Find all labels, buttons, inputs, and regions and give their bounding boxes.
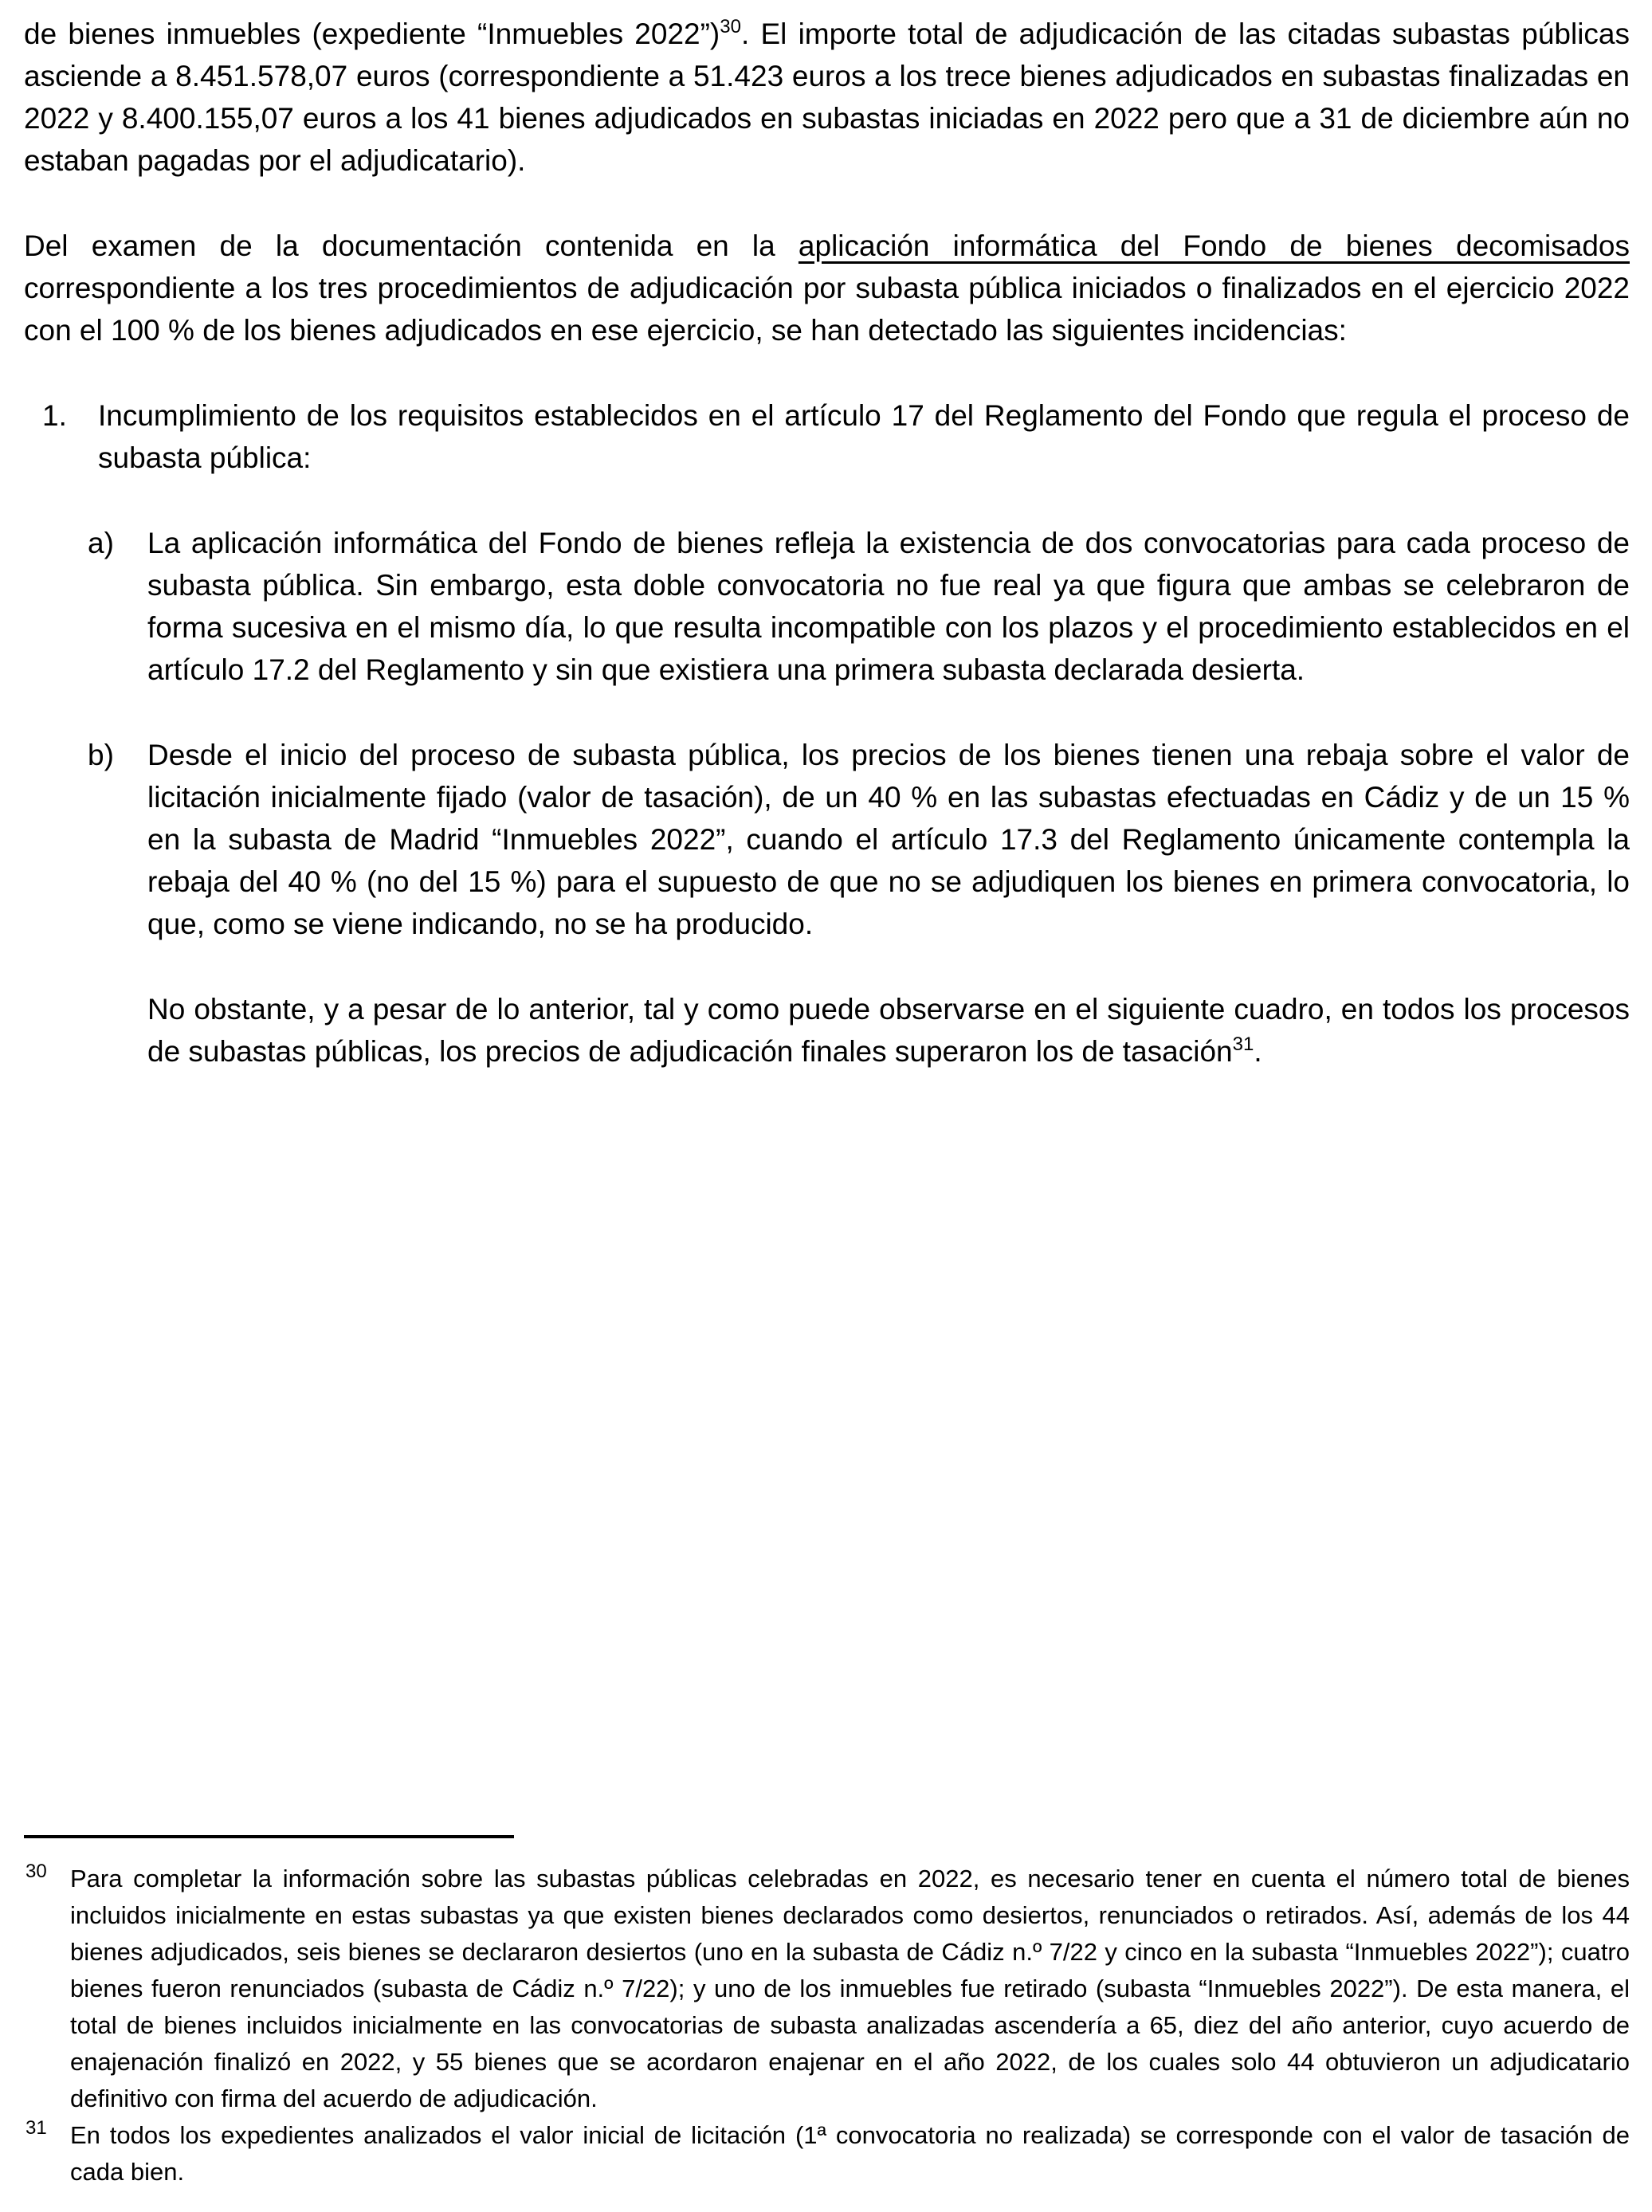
list-item-b	[24, 734, 1630, 945]
list-item-b-marker: b)	[88, 739, 114, 771]
paragraph-intro-text-continued: . El importe total de adjudicación de las citadas subastas públicas asciende a 8.451.578,07 euros (correspondiente a 51.423 euros a los trece bienes adjudicados en subastas finalizadas en 2022 y 8.400.155,07 euros a los 41 bienes adjudicados en subastas iniciadas en 2022 pero que a 31 de diciembre aún no estaban pagadas por el adjudicatario).	[24, 18, 1630, 177]
list-item-1-text: Incumplimiento de los requisitos establecidos en el artículo 17 del Reglamento del Fondo que regula el proceso de subasta pública:	[98, 399, 1630, 474]
footnote-ref-31: 31	[1232, 1033, 1254, 1055]
list-item-a-marker: a)	[88, 527, 114, 559]
list-item-a-text: La aplicación informática del Fondo de bienes refleja la existencia de dos convocatorias para cada proceso de subasta pública. Sin embargo, esta doble convocatoria no fue real ya que figura que ambas se celebraron de forma sucesiva en el mismo día, lo que resulta incompatible con los plazos y el procedimiento establecidos en el artículo 17.2 del Reglamento y sin que existiera una primera subasta declarada desierta.	[147, 527, 1630, 686]
footnote-31-text: En todos los expedientes analizados el valor inicial de licitación (1ª convocatoria no realizada) se corresponde con el valor de tasación de cada bien.	[70, 2121, 1630, 2186]
paragraph-no-obstante	[147, 988, 1630, 1073]
footnote-31-number: 31	[26, 2117, 47, 2139]
list-item-1	[24, 394, 1630, 479]
list-item-1-marker: 1.	[42, 399, 67, 432]
paragraph-examen	[24, 225, 1630, 351]
footnote-ref-30: 30	[720, 16, 741, 37]
footnote-30-text: Para completar la información sobre las subastas públicas celebradas en 2022, es necesario tener en cuenta el número total de bienes incluidos inicialmente en estas subastas ya que existen bienes declarados como desiertos, renunciados o retirados. Así, además de los 44 bienes adjudicados, seis bienes se declararon desiertos (uno en la subasta de Cádiz n.º 7/22 y cinco en la subasta “Inmuebles 2022”); cuatro bienes fueron renunciados (subasta de Cádiz n.º 7/22); y uno de los inmuebles fue retirado (subasta “Inmuebles 2022”). De esta manera, el total de bienes incluidos inicialmente en las convocatorias de subasta analizadas ascendería a 65, diez del año anterior, cuyo acuerdo de enajenación finalizó en 2022, y 55 bienes que se acordaron enajenar en el año 2022, de los cuales solo 44 obtuvieron un adjudicatario definitivo con firma del acuerdo de adjudicación.	[70, 1865, 1630, 2112]
body-text-column	[24, 13, 1630, 1116]
paragraph-no-obstante-text-end: .	[1254, 1035, 1262, 1068]
paragraph-intro-text: de bienes inmuebles (expediente “Inmuebles 2022”)	[24, 18, 720, 50]
list-item-a	[24, 522, 1630, 691]
paragraph-intro	[24, 13, 1630, 182]
footnotes-section	[24, 1835, 1630, 2190]
footnote-30-number: 30	[26, 1861, 47, 1882]
paragraph-no-obstante-text: No obstante, y a pesar de lo anterior, tal y como puede observarse en el siguiente cuadro, en todos los procesos de subastas públicas, los precios de adjudicación finales superaron los de tasación	[147, 993, 1630, 1068]
paragraph-examen-text: Del examen de la documentación contenida en la	[24, 229, 799, 262]
footnote-31	[24, 2117, 1630, 2190]
underlined-phrase: aplicación informática del Fondo de bienes decomisados	[798, 229, 1630, 262]
footnote-separator-rule	[24, 1835, 514, 1838]
paragraph-examen-text-continued: correspondiente a los tres procedimientos de adjudicación por subasta pública iniciados o finalizados en el ejercicio 2022 con el 100 % de los bienes adjudicados en ese ejercicio, se han detectado las siguientes incidencias:	[24, 272, 1630, 347]
footnote-30	[24, 1861, 1630, 2117]
list-item-b-text: Desde el inicio del proceso de subasta pública, los precios de los bienes tienen una rebaja sobre el valor de licitación inicialmente fijado (valor de tasación), de un 40 % en las subastas efectuadas en Cádiz y de un 15 % en la subasta de Madrid “Inmuebles 2022”, cuando el artículo 17.3 del Reglamento únicamente contempla la rebaja del 40 % (no del 15 %) para el supuesto de que no se adjudiquen los bienes en primera convocatoria, lo que, como se viene indicando, no se ha producido.	[147, 739, 1630, 940]
